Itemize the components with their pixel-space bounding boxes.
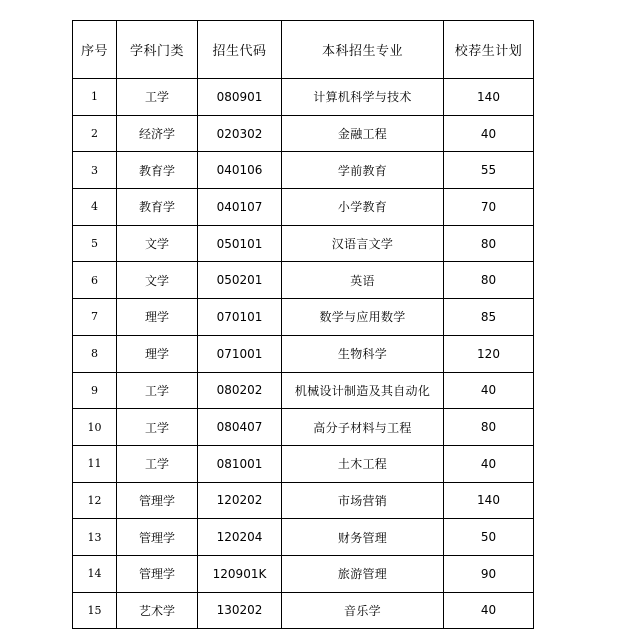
cell-serial-number: 14: [73, 555, 117, 592]
cell-major: 计算机科学与技术: [282, 79, 444, 116]
cell-major: 市场营销: [282, 482, 444, 519]
cell-enrollment-code: 080901: [198, 79, 282, 116]
cell-enrollment-code: 040107: [198, 189, 282, 226]
cell-major: 机械设计制造及其自动化: [282, 372, 444, 409]
cell-plan-count: 70: [444, 189, 534, 226]
cell-enrollment-code: 080202: [198, 372, 282, 409]
cell-major: 汉语言文学: [282, 225, 444, 262]
table-row: [73, 445, 534, 482]
cell-discipline-category: 工学: [117, 79, 198, 116]
cell-enrollment-code: 040106: [198, 152, 282, 189]
cell-plan-count: 90: [444, 555, 534, 592]
cell-major: 金融工程: [282, 115, 444, 152]
table-row: [73, 79, 534, 116]
table-row: [73, 189, 534, 226]
cell-serial-number: 8: [73, 335, 117, 372]
cell-plan-count: 80: [444, 409, 534, 446]
cell-major: 财务管理: [282, 519, 444, 556]
cell-enrollment-code: 081001: [198, 445, 282, 482]
cell-enrollment-code: 080407: [198, 409, 282, 446]
table-row: [73, 519, 534, 556]
cell-major: 小学教育: [282, 189, 444, 226]
cell-serial-number: 2: [73, 115, 117, 152]
table-row: [73, 299, 534, 336]
cell-plan-count: 80: [444, 225, 534, 262]
table-row: [73, 335, 534, 372]
cell-discipline-category: 工学: [117, 445, 198, 482]
cell-major: 数学与应用数学: [282, 299, 444, 336]
cell-discipline-category: 管理学: [117, 519, 198, 556]
cell-enrollment-code: 130202: [198, 592, 282, 629]
cell-serial-number: 11: [73, 445, 117, 482]
cell-major: 生物科学: [282, 335, 444, 372]
cell-discipline-category: 理学: [117, 335, 198, 372]
cell-discipline-category: 文学: [117, 225, 198, 262]
table-header-row: [73, 21, 534, 79]
cell-enrollment-code: 120901K: [198, 555, 282, 592]
cell-major: 旅游管理: [282, 555, 444, 592]
cell-plan-count: 140: [444, 79, 534, 116]
cell-serial-number: 7: [73, 299, 117, 336]
cell-plan-count: 55: [444, 152, 534, 189]
cell-plan-count: 85: [444, 299, 534, 336]
enrollment-plan-sheet: [72, 20, 534, 629]
cell-plan-count: 50: [444, 519, 534, 556]
header-enrollment-code: 招生代码: [198, 21, 282, 79]
cell-major: 土木工程: [282, 445, 444, 482]
cell-discipline-category: 艺术学: [117, 592, 198, 629]
cell-serial-number: 12: [73, 482, 117, 519]
cell-plan-count: 120: [444, 335, 534, 372]
cell-plan-count: 40: [444, 445, 534, 482]
cell-discipline-category: 文学: [117, 262, 198, 299]
header-serial-number: 序号: [73, 21, 117, 79]
cell-plan-count: 40: [444, 592, 534, 629]
cell-serial-number: 4: [73, 189, 117, 226]
cell-major: 高分子材料与工程: [282, 409, 444, 446]
cell-serial-number: 3: [73, 152, 117, 189]
table-row: [73, 152, 534, 189]
cell-enrollment-code: 050101: [198, 225, 282, 262]
cell-major: 学前教育: [282, 152, 444, 189]
cell-serial-number: 9: [73, 372, 117, 409]
cell-enrollment-code: 050201: [198, 262, 282, 299]
table-row: [73, 592, 534, 629]
table-row: [73, 115, 534, 152]
cell-enrollment-code: 071001: [198, 335, 282, 372]
cell-serial-number: 15: [73, 592, 117, 629]
header-discipline-category: 学科门类: [117, 21, 198, 79]
cell-discipline-category: 管理学: [117, 482, 198, 519]
cell-discipline-category: 教育学: [117, 152, 198, 189]
cell-discipline-category: 教育学: [117, 189, 198, 226]
header-recommendation-plan: 校荐生计划: [444, 21, 534, 79]
table-row: [73, 225, 534, 262]
cell-serial-number: 6: [73, 262, 117, 299]
cell-plan-count: 40: [444, 115, 534, 152]
table-row: [73, 482, 534, 519]
cell-plan-count: 40: [444, 372, 534, 409]
cell-major: 英语: [282, 262, 444, 299]
cell-major: 音乐学: [282, 592, 444, 629]
cell-serial-number: 13: [73, 519, 117, 556]
enrollment-plan-table: [72, 20, 534, 629]
cell-discipline-category: 经济学: [117, 115, 198, 152]
header-undergraduate-major: 本科招生专业: [282, 21, 444, 79]
table-row: [73, 372, 534, 409]
table-row: [73, 409, 534, 446]
cell-enrollment-code: 120204: [198, 519, 282, 556]
cell-plan-count: 80: [444, 262, 534, 299]
cell-discipline-category: 管理学: [117, 555, 198, 592]
cell-serial-number: 1: [73, 79, 117, 116]
cell-discipline-category: 工学: [117, 372, 198, 409]
table-row: [73, 262, 534, 299]
cell-plan-count: 140: [444, 482, 534, 519]
cell-enrollment-code: 020302: [198, 115, 282, 152]
cell-enrollment-code: 070101: [198, 299, 282, 336]
cell-serial-number: 10: [73, 409, 117, 446]
table-row: [73, 555, 534, 592]
cell-discipline-category: 理学: [117, 299, 198, 336]
cell-enrollment-code: 120202: [198, 482, 282, 519]
cell-serial-number: 5: [73, 225, 117, 262]
cell-discipline-category: 工学: [117, 409, 198, 446]
